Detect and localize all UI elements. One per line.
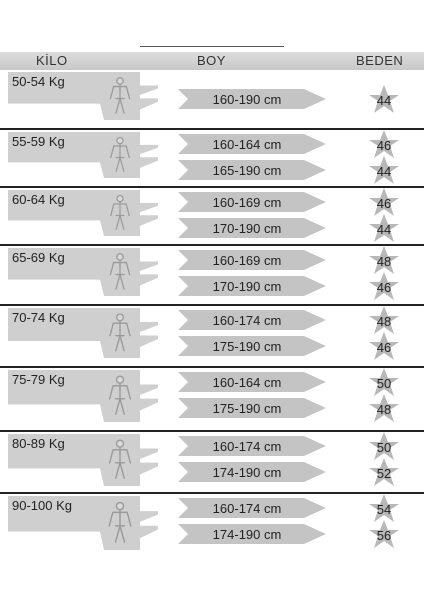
boy-arrow [178, 496, 328, 520]
beden-star [368, 271, 400, 301]
boy-label: 160-174 cm [212, 439, 282, 454]
beden-label: 44 [376, 164, 392, 179]
boy-label: 174-190 cm [212, 527, 282, 542]
beden-label: 46 [376, 138, 392, 153]
kilo-label: 65-69 Kg [12, 250, 65, 265]
kilo-badge [8, 434, 158, 491]
size-row [0, 492, 424, 552]
boy-arrow [178, 274, 328, 298]
beden-label: 44 [376, 93, 392, 108]
beden-label: 48 [376, 254, 392, 269]
boy-arrow [178, 396, 328, 420]
boy-label: 175-190 cm [212, 339, 282, 354]
beden-star [368, 84, 400, 114]
kilo-label: 70-74 Kg [12, 310, 65, 325]
beden-label: 50 [376, 440, 392, 455]
boy-label: 175-190 cm [212, 401, 282, 416]
top-rule [140, 46, 284, 47]
boy-label: 160-169 cm [212, 195, 282, 210]
row-divider [0, 186, 424, 188]
boy-label: 160-190 cm [212, 92, 282, 107]
beden-label: 50 [376, 376, 392, 391]
kilo-badge [8, 308, 158, 363]
boy-arrow [178, 158, 328, 182]
header-kilo: KİLO [36, 53, 68, 68]
kilo-badge [8, 72, 158, 125]
kilo-badge [8, 370, 158, 427]
kilo-badge [8, 190, 158, 241]
header-beden: BEDEN [356, 53, 404, 68]
beden-label: 46 [376, 340, 392, 355]
boy-arrow [178, 522, 328, 546]
beden-label: 56 [376, 528, 392, 543]
boy-label: 160-169 cm [212, 253, 282, 268]
beden-star [368, 457, 400, 487]
size-row [0, 430, 424, 488]
boy-label: 160-164 cm [212, 137, 282, 152]
boy-label: 174-190 cm [212, 465, 282, 480]
kilo-label: 50-54 Kg [12, 74, 65, 89]
size-row [0, 72, 424, 122]
kilo-label: 90-100 Kg [12, 498, 72, 513]
boy-arrow [178, 248, 328, 272]
size-row [0, 128, 424, 180]
boy-arrow [178, 308, 328, 332]
row-divider [0, 430, 424, 432]
beden-label: 48 [376, 314, 392, 329]
size-row [0, 186, 424, 238]
boy-label: 170-190 cm [212, 279, 282, 294]
table-header [0, 52, 424, 70]
beden-label: 54 [376, 502, 392, 517]
row-divider [0, 366, 424, 368]
row-divider [0, 492, 424, 494]
boy-arrow [178, 370, 328, 394]
beden-star [368, 213, 400, 243]
beden-label: 46 [376, 280, 392, 295]
kilo-label: 60-64 Kg [12, 192, 65, 207]
boy-arrow [178, 460, 328, 484]
kilo-label: 55-59 Kg [12, 134, 65, 149]
size-row [0, 304, 424, 360]
header-boy: BOY [197, 53, 226, 68]
beden-star [368, 519, 400, 549]
beden-label: 44 [376, 222, 392, 237]
size-row [0, 244, 424, 298]
beden-label: 46 [376, 196, 392, 211]
kilo-badge [8, 248, 158, 301]
boy-label: 165-190 cm [212, 163, 282, 178]
row-divider [0, 128, 424, 130]
boy-arrow [178, 216, 328, 240]
beden-label: 48 [376, 402, 392, 417]
boy-arrow [178, 434, 328, 458]
beden-star [368, 155, 400, 185]
beden-star [368, 393, 400, 423]
row-divider [0, 304, 424, 306]
boy-label: 160-164 cm [212, 375, 282, 390]
boy-arrow [178, 334, 328, 358]
boy-label: 170-190 cm [212, 221, 282, 236]
boy-label: 160-174 cm [212, 501, 282, 516]
kilo-badge [8, 132, 158, 183]
boy-label: 160-174 cm [212, 313, 282, 328]
beden-star [368, 331, 400, 361]
kilo-badge [8, 496, 158, 555]
size-row [0, 366, 424, 424]
boy-arrow [178, 87, 328, 111]
row-divider [0, 244, 424, 246]
boy-arrow [178, 190, 328, 214]
boy-arrow [178, 132, 328, 156]
kilo-label: 75-79 Kg [12, 372, 65, 387]
beden-label: 52 [376, 466, 392, 481]
kilo-label: 80-89 Kg [12, 436, 65, 451]
